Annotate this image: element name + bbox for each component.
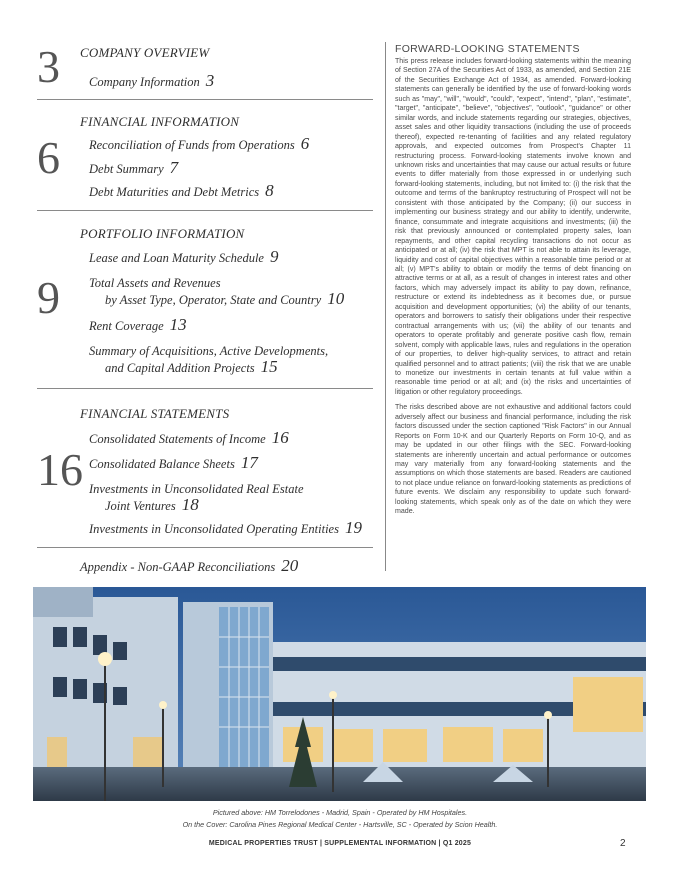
toc-link-company-information[interactable]: Company Information 3 <box>89 71 215 90</box>
toc-section-financial-statements <box>37 389 373 548</box>
page-ref: 16 <box>271 428 289 447</box>
page-ref: 19 <box>344 518 362 537</box>
toc-link-unconsolidated-operating[interactable]: Investments in Unconsolidated Operating Entities 19 <box>89 518 362 537</box>
toc-link-balance-sheets[interactable]: Consolidated Balance Sheets 17 <box>89 453 258 472</box>
section-number: 3 <box>37 41 60 92</box>
section-number: 6 <box>37 132 60 183</box>
column-divider <box>385 42 386 571</box>
section-heading: COMPANY OVERVIEW <box>80 45 210 60</box>
toc-section-portfolio-information <box>37 211 373 389</box>
page-ref: 10 <box>327 289 345 308</box>
section-heading: PORTFOLIO INFORMATION <box>80 226 245 241</box>
page-ref: 3 <box>205 71 215 90</box>
page-ref: 18 <box>181 495 199 514</box>
toc-link-statements-of-income[interactable]: Consolidated Statements of Income 16 <box>89 428 289 447</box>
section-number: 9 <box>37 272 60 323</box>
page-footer: MEDICAL PROPERTIES TRUST | SUPPLEMENTAL INFORMATION | Q1 2025 <box>208 840 472 847</box>
toc-section-company-overview <box>37 40 373 100</box>
toc-link-acquisitions-developments[interactable]: Summary of Acquisitions, Active Developments, and Capital Addition Projects 15 <box>89 344 329 376</box>
photo-caption-line-2: On the Cover: Carolina Pines Regional Medical Center - Hartsville, SC - Operated by Scion Health. <box>182 820 498 829</box>
page-ref: 9 <box>269 247 279 266</box>
page-ref: 8 <box>265 181 274 200</box>
photo-caption-line-1: Pictured above: HM Torrelodones - Madrid, Spain - Operated by HM Hospitales. <box>212 808 468 817</box>
table-of-contents <box>37 40 373 575</box>
section-heading: FINANCIAL INFORMATION <box>80 114 240 129</box>
page-ref: 20 <box>281 556 299 575</box>
page-ref: 17 <box>240 453 258 472</box>
toc-link-reconciliation-ffo[interactable]: Reconciliation of Funds from Operations 6 <box>89 134 310 153</box>
toc-section-financial-information <box>37 100 373 211</box>
page-ref: 15 <box>260 357 278 376</box>
toc-link-rent-coverage[interactable]: Rent Coverage 13 <box>89 315 187 334</box>
toc-link-debt-summary[interactable]: Debt Summary 7 <box>89 158 179 177</box>
toc-link-appendix[interactable]: Appendix - Non-GAAP Reconciliations 20 <box>80 556 299 575</box>
fls-title: FORWARD-LOOKING STATEMENTS <box>395 43 580 55</box>
toc-link-debt-maturities[interactable]: Debt Maturities and Debt Metrics 8 <box>89 181 274 200</box>
toc-link-lease-loan-maturity[interactable]: Lease and Loan Maturity Schedule 9 <box>89 247 279 266</box>
page-ref: 13 <box>169 315 187 334</box>
hospital-photo <box>33 587 646 801</box>
page-number: 2 <box>620 838 626 849</box>
page-ref: 6 <box>300 134 310 153</box>
section-heading: FINANCIAL STATEMENTS <box>80 406 230 421</box>
section-number: 16 <box>37 444 83 495</box>
toc-link-total-assets-revenues[interactable]: Total Assets and Revenues by Asset Type, Operator, State and Country 10 <box>89 276 345 308</box>
fls-paragraph-2: The risks described above are not exhaustive and additional factors could adversely affect our business and financial performance, including the risk factors discussed under the section captioned "Risk Factors" in our Annual Reports on Form 10-K and our Quarterly Reports on Form 10-Q, and as may be updated in our other filings with the SEC. Forward-looking statements are inherently uncertain and actual performance or outcomes may vary materially from any forward-looking statements and the assumptions on which those statements are based. Readers are cautioned to not place undue reliance on forward-looking statements as predictions of future events. We disclaim any responsibility to update such forward-looking statements, which speak only as of the date on which they were made. <box>395 404 631 516</box>
page-ref: 7 <box>169 158 179 177</box>
fls-paragraph-1: This press release includes forward-looking statements within the meaning of Section 27A of the Securities Act of 1933, as amended, and Section 21E of the Securities Exchange Act of 1934, as amended. Forward-looking statements can generally be identified by the use of forward-looking words such as "may", "will", "would", "could", "expect", "intend", "plan", "estimate", "target", "anticipate", "believe", "objectives", "outlook", "guidance" or other similar words, and include statements regarding our strategies, objectives, asset sales and other liquidity transactions (including the use of proceeds thereof), expected re-tenanting of facilities and any related regulatory approvals, and expected outcomes from Prospect's Chapter 11 restructuring process. Forward-looking statements involve known and unknown risks and uncertainties that may cause our actual results or future events to differ materially from those expressed in or underlying such forward-looking statements, including, but not limited to: (i) the risk that the outcome and terms of the bankruptcy restructuring of Prospect will not be consistent with those anticipated by the Company; (ii) our success in implementing our business strategy and our ability to identify, underwrite, finance, consummate and integrate acquisitions and investments; (iii) the risk that previously announced or contemplated property sales, loan repayments, and other capital recycling transactions do not occur as anticipated or at all; (iv) the risk that MPT is not able to attain its leverage, liquidity and cost of capital objectives within a reasonable time period or at all; (v) MPT's ability to obtain or modify the terms of debt financing on attractive terms or at all, as a result of changes in interest rates and other factors, which may adversely impact its ability to pay down, refinance, restructure or extend its indebtedness as it becomes due, or pursue acquisition and development opportunities; (vi) the ability of our tenants, operators and borrowers to satisfy their obligations under their respective contractual arrangements with us; (vii) the ability of our tenants and operators to operate profitably and generate positive cash flow, remain solvent, comply with applicable laws, rules and regulations in the operation of our properties, to deliver high-quality services, to attract and retain qualified personnel and to attract patients; (viii) the risk that we are unable to monetize our investments in certain tenants at full value within a reasonable time period or at all; and (ix) the risks and uncertainties of litigation or other regulatory proceedings. <box>395 58 631 396</box>
forward-looking-statements <box>395 43 631 523</box>
toc-link-unconsolidated-real-estate[interactable]: Investments in Unconsolidated Real Estate Joint Ventures 18 <box>89 482 304 514</box>
